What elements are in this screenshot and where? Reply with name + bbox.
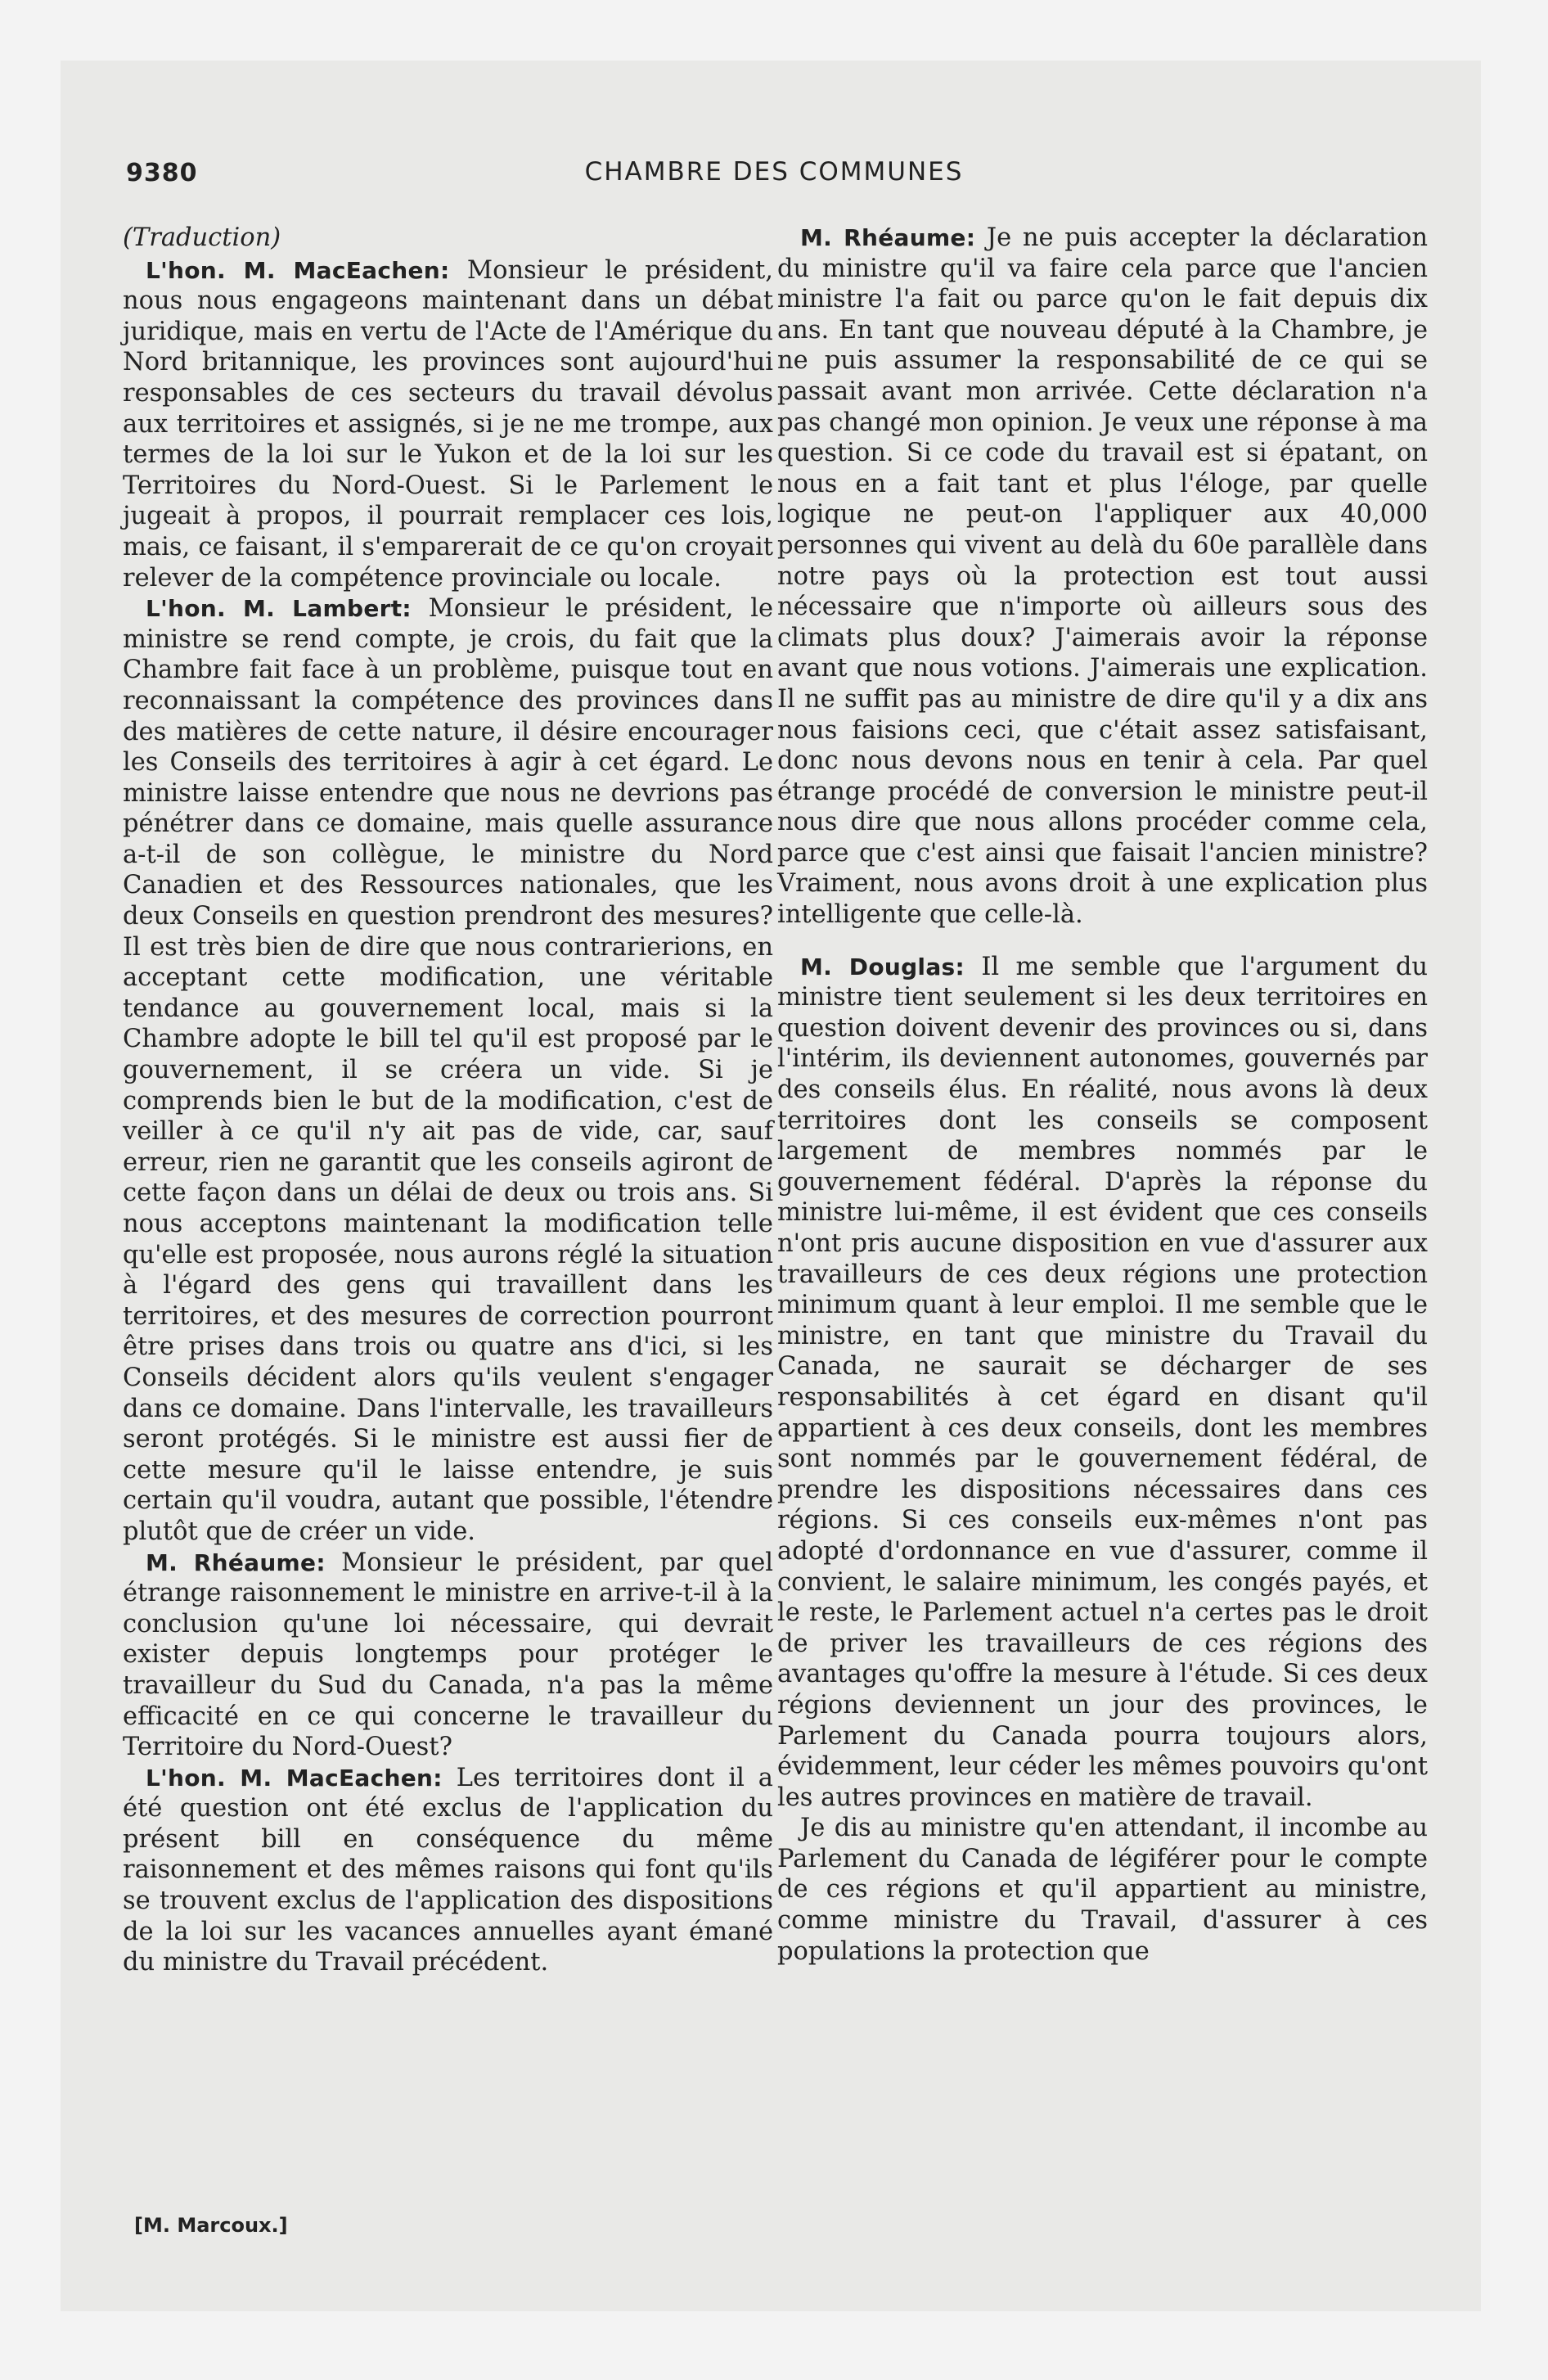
speaker-name: L'hon. M. MacEachen: bbox=[146, 256, 450, 284]
speaker-name: M. Rhéaume: bbox=[146, 1548, 326, 1576]
page-title: CHAMBRE DES COMMUNES bbox=[584, 157, 964, 187]
paragraph-text: Monsieur le président, par quel étrange raisonnement le ministre en arrive-t-il à la conclusion qu'une loi nécessaire, qui devrait exister depuis longtemps pour protéger le travailleur du Sud du Canada, n'a pas la même efficacité en ce qui concerne le travailleur du Territoire du Nord-Ouest? bbox=[123, 1548, 773, 1762]
paragraph-text: Monsieur le président, le ministre se rend compte, je crois, du fait que la Chambre fait face à un problème, puisque tout en reconnaissant la compétence des provinces dans des matières de cette nature, il désire encourager les Conseils des territoires à agir à cet égard. Le ministre laisse entendre que nous ne devrions pas pénétrer dans ce domaine, mais quelle assurance a-t-il de son collègue, le ministre du Nord Canadien et des Ressources nationales, que les deux Conseils en question prendront des mesures? Il est très bien de dire que nous contrarierions, en acceptant cette modification, une véritable tendance au gouvernement local, mais si la Chambre adopte le bill tel qu'il est proposé par le gouvernement, il se créera un vide. Si je comprends bien le but de la modification, c'est de veiller à ce qu'il n'y ait pas de vide, car, sauf erreur, rien ne garantit que les conseils agiront de cette façon dans un délai de deux ou trois ans. Si nous acceptons maintenant la modification telle qu'elle est proposée, nous aurons réglé la situation à l'égard des gens qui travaillent dans les territoires, et des mesures de correction pourront être prises dans trois ou quatre ans d'ici, si les Conseils décident alors qu'ils veulent s'engager dans ce domaine. Dans l'intervalle, les travailleurs seront protégés. Si le ministre est aussi fier de cette mesure qu'il le laisse entendre, je suis certain qu'il voudra, autant que possible, l'étendre plutôt que de créer un vide. bbox=[123, 594, 773, 1546]
speaker-name: L'hon. M. Lambert: bbox=[146, 595, 412, 623]
paragraph bbox=[123, 1763, 773, 1978]
paragraph bbox=[123, 1548, 773, 1763]
speaker-name: M. Douglas: bbox=[800, 953, 965, 980]
paragraph bbox=[777, 223, 1428, 931]
paragraph-text: Je dis au ministre qu'en attendant, il incombe au Parlement du Canada de légiférer pour le compte de ces régions et qu'il appartient au ministre, comme ministre du Travail, d'assurer à ces populations la protection que bbox=[777, 1814, 1428, 1966]
speaker-signature: [M. Marcoux.] bbox=[134, 2214, 288, 2237]
right-column bbox=[777, 223, 1428, 1967]
paragraph-text: Monsieur le président, nous nous engageons maintenant dans un débat juridique, mais en vertu de l'Acte de l'Amérique du Nord britannique, les provinces sont aujourd'hui responsables de ces secteurs du travail dévolus aux territoires et assignés, si je ne me trompe, aux termes de la loi sur le Yukon et de la loi sur les Territoires du Nord-Ouest. Si le Parlement le jugeait à propos, il pourrait remplacer ces lois, mais, ce faisant, il s'emparerait de ce qu'on croyait relever de la compétence provinciale ou locale. bbox=[123, 255, 773, 593]
paragraph bbox=[777, 952, 1428, 1814]
paragraph-text: Les territoires dont il a été question ont été exclus de l'application du présent bill en conséquence du même raisonnement et des mêmes raisons qui font qu'ils se trouvent exclus de l'application des dispositions de la loi sur les vacances annuelles ayant émané du ministre du Travail précédent. bbox=[123, 1763, 773, 1977]
left-column bbox=[123, 223, 773, 1978]
page-number: 9380 bbox=[126, 159, 198, 187]
speaker-name: L'hon. M. MacEachen: bbox=[146, 1764, 443, 1792]
translation-note: (Traduction) bbox=[123, 223, 281, 252]
paragraph bbox=[777, 1813, 1428, 1967]
speaker-name: M. Rhéaume: bbox=[800, 224, 976, 251]
paragraph-text: Je ne puis accepter la déclaration du ministre qu'il va faire cela parce que l'ancien ministre l'a fait ou parce qu'on le fait depuis dix ans. En tant que nouveau député à la Chambre, je ne puis assumer la responsabilité de ce qui se passait avant mon arrivée. Cette déclaration n'a pas changé mon opinion. Je veux une réponse à ma question. Si ce code du travail est si épatant, on nous en a fait tant et plus l'éloge, par quelle logique ne peut-on l'appliquer aux 40,000 personnes qui vivent au delà du 60e parallèle dans notre pays où la protection est tout aussi nécessaire que n'importe où ailleurs sous des climats plus doux? J'aimerais avoir la réponse avant que nous votions. J'aimerais une explication. Il ne suffit pas au ministre de dire qu'il y a dix ans nous faisions ceci, que c'était assez satisfaisant, donc nous devons nous en tenir à cela. Par quel étrange procédé de conversion le ministre peut-il nous dire que nous allons procéder comme cela, parce que c'est ainsi que faisait l'ancien ministre? Vraiment, nous avons droit à une explication plus intelligente que celle-là. bbox=[777, 223, 1428, 930]
paragraph bbox=[123, 593, 773, 1547]
paragraph-text: Il me semble que l'argument du ministre tient seulement si les deux territoires en question doivent devenir des provinces ou si, dans l'intérim, ils deviennent autonomes, gouvernés par des conseils élus. En réalité, nous avons là deux territoires dont les conseils se composent largement de membres nommés par le gouvernement fédéral. D'après la réponse du ministre lui-même, il est évident que ces conseils n'ont pris aucune disposition en vue d'assurer aux travailleurs de ces deux régions une protection minimum quant à leur emploi. Il me semble que le ministre, en tant que ministre du Travail du Canada, ne saurait se décharger de ses responsabilités à cet égard en disant qu'il appartient à ces deux conseils, dont les membres sont nommés par le gouvernement fédéral, de prendre les dispositions nécessaires dans ces régions. Si ces conseils eux-mêmes n'ont pas adopté d'ordonnance en vue d'assurer, comme il convient, le salaire minimum, les congés payés, et le reste, le Parlement actuel n'a certes pas le droit de priver les travailleurs de ces régions des avantages qu'offre la mesure à l'étude. Si ces deux régions deviennent un jour des provinces, le Parlement du Canada pourra toujours alors, évidemment, leur céder les mêmes pouvoirs qu'ont les autres provinces en matière de travail. bbox=[777, 952, 1428, 1812]
paragraph bbox=[123, 255, 773, 594]
